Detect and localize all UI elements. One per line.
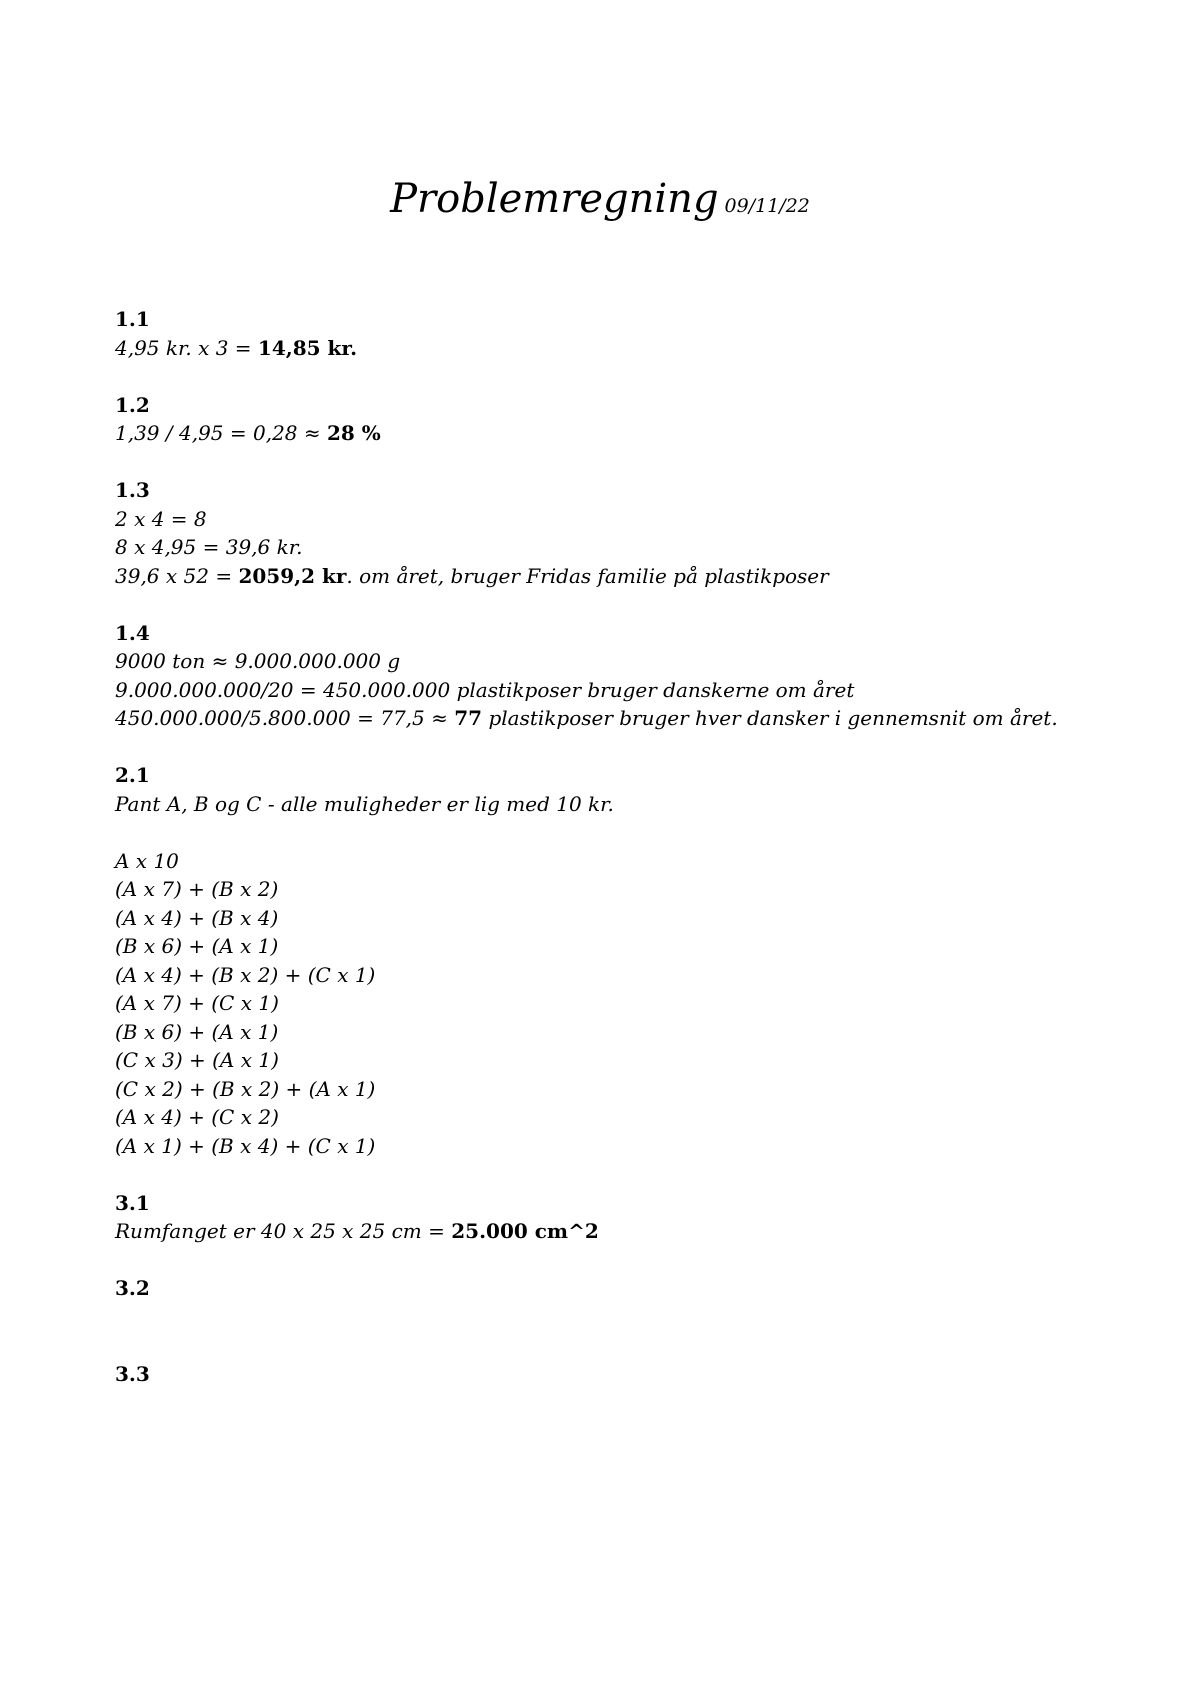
calc-text: Rumfanget er 40 x 25 x 25 cm = — [115, 1219, 452, 1243]
result-bold: 25.000 cm^2 — [451, 1219, 599, 1243]
combo-line: (C x 2) + (B x 2) + (A x 1) — [115, 1076, 376, 1101]
combo-line: A x 10 — [115, 848, 179, 873]
section-heading-1-1: 1.1 — [115, 307, 150, 331]
combo-line: (A x 1) + (B x 4) + (C x 1) — [115, 1133, 376, 1158]
combo-line: (A x 4) + (B x 2) + (C x 1) — [115, 962, 376, 987]
combo-line: (C x 3) + (A x 1) — [115, 1048, 279, 1072]
section-heading-3-2: 3.2 — [115, 1276, 150, 1300]
answer-line — [115, 704, 1115, 733]
section-heading-1-4: 1.4 — [115, 620, 150, 645]
combo-line: (B x 6) + (A x 1) — [115, 1019, 279, 1044]
combo-line: (A x 4) + (B x 4) — [115, 905, 279, 930]
answer-line: 8 x 4,95 = 39,6 kr. — [115, 535, 303, 559]
calc-text: plastikposer bruger hver dansker i gennemsnit om året. — [482, 706, 1058, 730]
answer-line: 9.000.000.000/20 = 450.000.000 plastikposer bruger danskerne om året — [115, 677, 855, 702]
answer-line — [115, 1217, 1115, 1246]
calc-text: 1,39 / 4,95 = 0,28 ≈ — [115, 421, 327, 445]
answer-line — [115, 562, 1115, 591]
document-title — [0, 176, 1200, 222]
result-bold: 14,85 kr. — [257, 335, 358, 360]
combo-line: (B x 6) + (A x 1) — [115, 934, 279, 958]
calc-text: . om året, bruger Fridas familie på plastikposer — [346, 563, 829, 588]
answer-line — [115, 334, 1115, 363]
result-bold: 2059,2 kr — [238, 563, 347, 588]
calc-text: 4,95 kr. x 3 = — [115, 335, 258, 360]
section-heading-1-3: 1.3 — [115, 478, 150, 502]
title-date: 09/11/22 — [724, 195, 810, 217]
section-heading-2-1: 2.1 — [115, 763, 150, 787]
answer-line: 2 x 4 = 8 — [115, 506, 207, 531]
calc-text: 450.000.000/5.800.000 = 77,5 ≈ — [115, 706, 455, 730]
answer-line: Pant A, B og C - alle muligheder er lig med 10 kr. — [115, 791, 614, 816]
answer-line: 9000 ton ≈ 9.000.000.000 g — [115, 649, 401, 673]
combo-line: (A x 4) + (C x 2) — [115, 1105, 279, 1129]
calc-text: 39,6 x 52 = — [115, 563, 239, 588]
result-bold: 28 % — [327, 421, 381, 445]
section-heading-3-1: 3.1 — [115, 1190, 150, 1215]
answer-line — [115, 419, 1115, 448]
combo-line: (A x 7) + (C x 1) — [115, 991, 279, 1015]
document-body — [115, 305, 1115, 1388]
section-heading-1-2: 1.2 — [115, 392, 150, 417]
title-main: Problemregning — [390, 176, 719, 222]
result-bold: 77 — [454, 706, 483, 730]
section-heading-3-3: 3.3 — [115, 1361, 150, 1386]
combo-line: (A x 7) + (B x 2) — [115, 877, 279, 901]
